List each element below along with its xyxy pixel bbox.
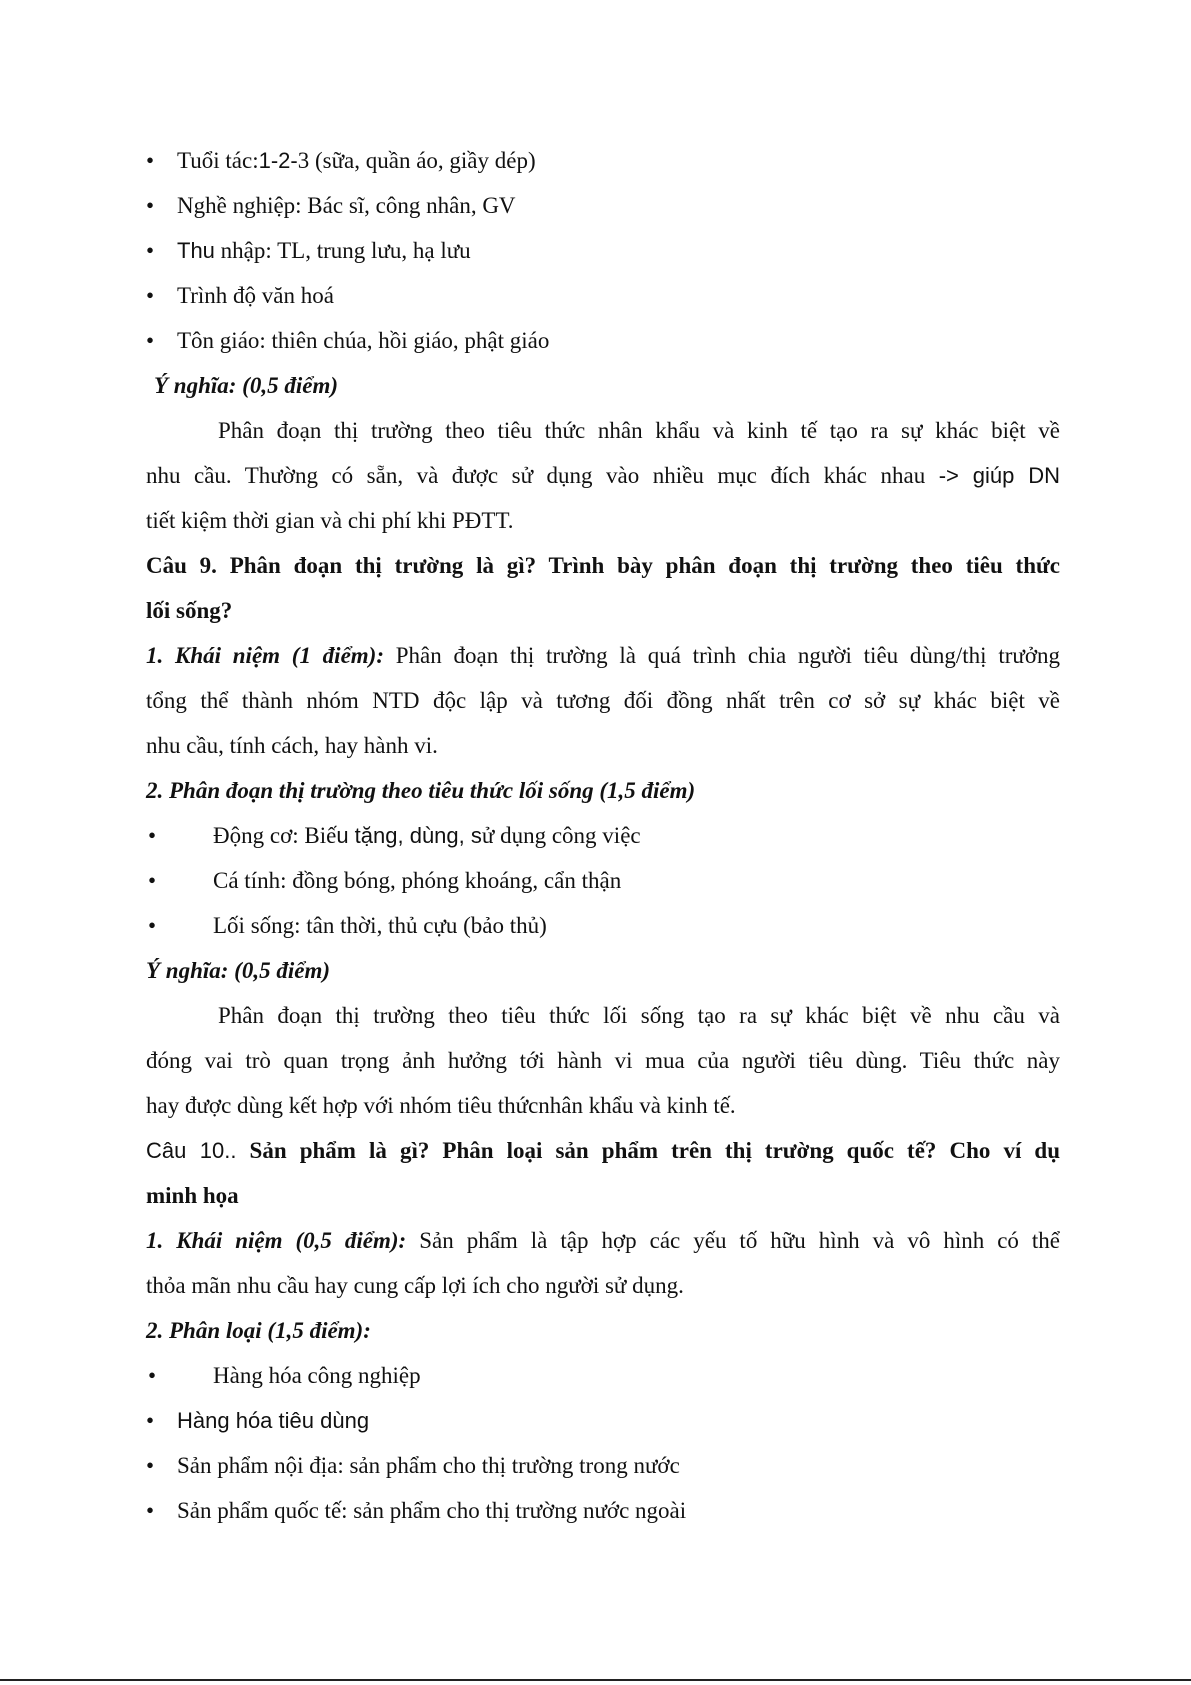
definition-label: 1. Khái niệm (0,5 điểm): xyxy=(146,1228,407,1253)
bullet-icon: • xyxy=(148,913,157,938)
question-heading: lối sống? xyxy=(146,598,233,623)
list-item-text: 3 (sữa, quần áo, giầy dép) xyxy=(297,148,536,173)
list-item-text: ử dụng công việc xyxy=(481,823,641,848)
paragraph-line xyxy=(146,633,1060,678)
list-item xyxy=(146,228,1060,273)
list-item xyxy=(146,903,1060,948)
list-item-text: Hàng hóa tiêu dùng xyxy=(177,1408,370,1433)
paragraph-line xyxy=(146,453,1060,498)
list-item-text: Lối sống: tân thời, thủ cựu (bảo thủ) xyxy=(213,913,547,938)
paragraph-text: -> giúp DN xyxy=(938,463,1060,488)
paragraph-line xyxy=(146,1218,1060,1263)
list-item-text: Tôn giáo: thiên chúa, hồi giáo, phật giáo xyxy=(177,328,550,353)
question-number: Câu 10.. xyxy=(146,1138,237,1163)
list-item xyxy=(146,858,1060,903)
paragraph-line: hay được dùng kết hợp với nhóm tiêu thứcnhân khẩu và kinh tế. xyxy=(146,1093,736,1118)
section-heading: Ý nghĩa: (0,5 điểm) xyxy=(146,958,330,983)
list-item-text: Thu xyxy=(177,238,215,263)
section-heading: 2. Phân loại (1,5 điểm): xyxy=(146,1318,371,1343)
bullet-icon: • xyxy=(146,283,155,308)
list-item xyxy=(146,1443,1060,1488)
paragraph-text: nhu cầu. Thường có sẵn, và được sử dụng vào nhiều mục đích khác nhau xyxy=(146,463,939,488)
list-item-text: 1-2- xyxy=(258,148,298,173)
list-item xyxy=(146,1488,1060,1533)
bullet-icon: • xyxy=(148,823,157,848)
list-item-text: Cá tính: đồng bóng, phóng khoáng, cẩn thận xyxy=(213,868,622,893)
list-item-text: Động cơ: Biế xyxy=(213,823,337,848)
list-item-text: Trình độ văn hoá xyxy=(177,283,334,308)
paragraph-line: Phân đoạn thị trường theo tiêu thức nhân khẩu và kinh tế tạo ra sự khác biệt về xyxy=(218,418,1060,443)
list-item xyxy=(146,318,1060,363)
page-bottom-rule xyxy=(0,1679,1191,1681)
paragraph-line: tiết kiệm thời gian và chi phí khi PĐTT. xyxy=(146,508,514,533)
section-heading: 2. Phân đoạn thị trường theo tiêu thức lối sống (1,5 điểm) xyxy=(146,778,696,803)
list-item-text: Tuổi tác: xyxy=(177,148,259,173)
paragraph-line: tổng thể thành nhóm NTD độc lập và tương đối đồng nhất trên cơ sở sự khác biệt về xyxy=(146,688,1060,713)
list-item xyxy=(146,813,1060,858)
list-item-text: Hàng hóa công nghiệp xyxy=(213,1363,421,1388)
section-heading: Ý nghĩa: (0,5 điểm) xyxy=(154,373,338,398)
question-heading: minh họa xyxy=(146,1183,239,1208)
list-item-text: nhập: TL, trung lưu, hạ lưu xyxy=(214,238,471,263)
list-item xyxy=(146,183,1060,228)
paragraph-line: đóng vai trò quan trọng ảnh hưởng tới hành vi mua của người tiêu dùng. Tiêu thức này xyxy=(146,1048,1060,1073)
bullet-icon: • xyxy=(146,328,155,353)
paragraph-line: nhu cầu, tính cách, hay hành vi. xyxy=(146,733,438,758)
bullet-icon: • xyxy=(146,238,155,263)
bullet-icon: • xyxy=(146,1453,155,1478)
list-item-text: Nghề nghiệp: Bác sĩ, công nhân, GV xyxy=(177,193,516,218)
paragraph-line: Phân đoạn thị trường theo tiêu thức lối sống tạo ra sự khác biệt về nhu cầu và xyxy=(218,1003,1060,1028)
question-heading xyxy=(146,1128,1060,1173)
question-heading: Câu 9. Phân đoạn thị trường là gì? Trình bày phân đoạn thị trường theo tiêu thức xyxy=(146,553,1060,578)
list-item xyxy=(146,1398,1060,1443)
bullet-icon: • xyxy=(146,1408,155,1433)
list-item-text: u tặng, dùng, s xyxy=(336,823,482,848)
paragraph-text: Sản phẩm là tập hợp các yếu tố hữu hình và vô hình có thể xyxy=(406,1228,1060,1253)
bullet-icon: • xyxy=(146,1498,155,1523)
list-item-text: Sản phẩm quốc tế: sản phẩm cho thị trường nước ngoài xyxy=(177,1498,687,1523)
definition-label: 1. Khái niệm (1 điểm): xyxy=(146,643,384,668)
question-text: Sản phẩm là gì? Phân loại sản phẩm trên thị trường quốc tế? Cho ví dụ xyxy=(236,1138,1060,1163)
bullet-icon: • xyxy=(148,1363,157,1388)
paragraph-text: Phân đoạn thị trường là quá trình chia người tiêu dùng/thị trưởng xyxy=(384,643,1060,668)
bullet-icon: • xyxy=(146,148,155,173)
document-page xyxy=(146,138,1060,1533)
list-item xyxy=(146,1353,1060,1398)
paragraph-line: thỏa mãn nhu cầu hay cung cấp lợi ích cho người sử dụng. xyxy=(146,1273,684,1298)
list-item-text: Sản phẩm nội địa: sản phẩm cho thị trường trong nước xyxy=(177,1453,680,1478)
list-item xyxy=(146,273,1060,318)
bullet-icon: • xyxy=(146,193,155,218)
bullet-icon: • xyxy=(148,868,157,893)
list-item xyxy=(146,138,1060,183)
